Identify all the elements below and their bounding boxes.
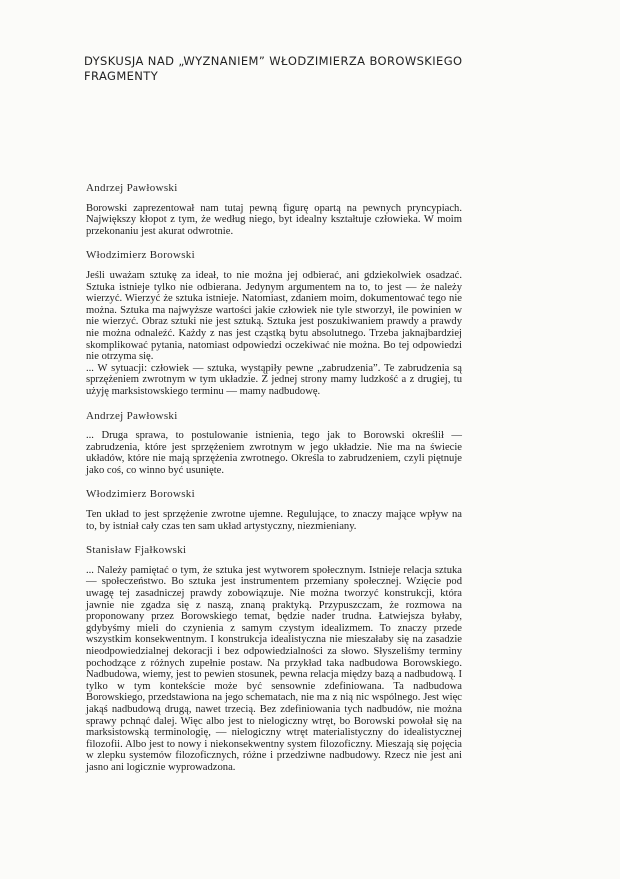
speaker-name: Włodzimierz Borowski: [86, 488, 195, 501]
paragraph: ... Należy pamiętać o tym, że sztuka jest wytworem społecznym. Istnieje relacja sztuka — społeczeństwo. Bo sztuka jest instrumentem przemiany społecznej. Wzięcie pod uwagę tej zasadniczej prawdy zobowiązuje. Nie można tworzyć konstrukcji, która jawnie nie zgadza się z naszą, znaną praktyką. Przypuszczam, że rozmowa na proponowany przez Borowskiego temat, będzie nader trudna. Łatwiejsza byłaby, gdybyśmy mieli do czynienia z samym czystym idealizmem. To znaczy przede wszystkim konsekwentnym. I konstrukcja idealistyczna nie mieszałaby się na zasadzie nieodpowiedzialnej dekoracji i bez odpowiedzialności za słowo. Słyszeliśmy terminy pochodzące z różnych zupełnie postaw. Na przykład taka nadbudowa Borowskiego. Nadbudowa, wiemy, jest to pewien stosunek, pewna relacja między bazą a nadbudową. I tylko w tym kontekście może być sensownie zdefiniowana. Ta nadbudowa Borowskiego, przedstawiona na jego schematach, nie ma z nią nic wspólnego. Jest więc jakąś nadbudową drugą, nawet trzecią. Bez zdefiniowania tych nadbudów, nie można sprawy pchnąć dalej. Więc albo jest to nielogiczny wtręt, bo Borowski powołał się na marksistowską terminologię, — nielogiczny wtręt materialistyczny do idealistycznej filozofii. Albo jest to nowy i niekonsekwentny system filozoficzny. Mieszają się pojęcia w zlepku systemów filozoficznych, różne i przedziwne nadbudowy. Rzecz nie jest ani jasno ani logicznie wyprowadzona.: [86, 564, 462, 773]
paragraph: Borowski zaprezentował nam tutaj pewną figurę opartą na pewnych pryncypiach. Największy kłopot z tym, że według niego, byt idealny kształtuje człowieka. W moim przekonaniu jest akurat odwrotnie.: [86, 202, 462, 237]
page-title: [84, 54, 504, 84]
paragraph: Ten układ to jest sprzężenie zwrotne ujemne. Regulujące, to znaczy mające wpływ na to, by istniał cały czas ten sam układ artystyczny, niezmieniany.: [86, 509, 462, 532]
discussion-body: [86, 183, 462, 787]
title-line-1: DYSKUSJA NAD „WYZNANIEM” WŁODZIMIERZA BOROWSKIEGO: [84, 54, 463, 68]
paragraph: ... Druga sprawa, to postulowanie istnienia, tego jak to Borowski określił — zabrudzenia, które jest sprzężeniem zwrotnym w jego układzie. Nie ma na świecie układów, które nie mają sprzężenia zwrotnego. Określa to zabrudzeniem, czyli piętnuje jako coś, co winno być usunięte.: [86, 430, 462, 476]
speaker-name: Andrzej Pawłowski: [86, 182, 178, 194]
title-line-2: FRAGMENTY: [84, 69, 159, 83]
paragraph: Jeśli uważam sztukę za ideał, to nie można jej odbierać, ani gdziekolwiek osadzać. Sztuka istnieje tylko nie odbierana. Jedynym argumentem na to, to jest — że należy wierzyć. Wierzyć że sztuka istnieje. Natomiast, zdaniem moim, dokumentować tego nie można. Sztuka ma najwyższe wartości jakie człowiek nie tyle stworzył, ile powinien w nie wierzyć. Obraz sztuki nie jest sztuką. Sztuka jest poszukiwaniem prawdy a prawdy nie można odnaleźć. Każdy z nas jest cząstką bytu absolutnego. Trzeba jaknajbardziej skomplikować pytania, natomiast odpowiedzi oczekiwać nie można. Bo tej odpowiedzi nie otrzyma się. ... W sytuacji: człowiek — sztuka, wystąpiły pewne „zabrudzenia”. Te zabrudzenia są sprzężeniem zwrotnym w tym układzie. Z jednej strony mamy ludzkość a z drugiej, tu użyję marksistowskiego terminu — mamy nadbudowę.: [86, 269, 462, 397]
speaker-name: Włodzimierz Borowski: [86, 249, 195, 262]
speaker-name: Stanisław Fjałkowski: [86, 544, 187, 557]
speaker-name: Andrzej Pawłowski: [86, 409, 178, 422]
